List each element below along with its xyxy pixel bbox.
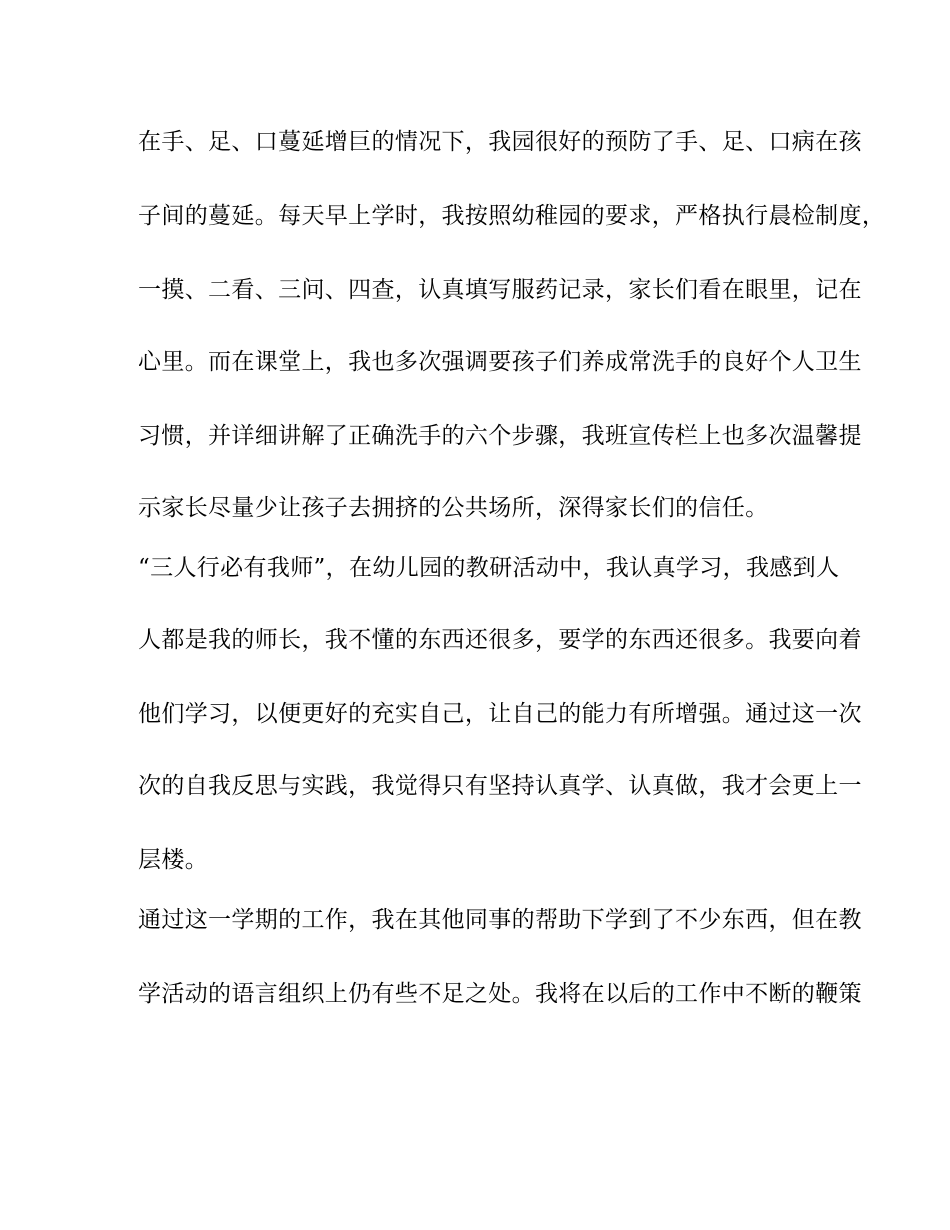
paragraph-2-line-2: 人都是我的师长，我不懂的东西还很多，要学的东西还很多。我要向着	[138, 627, 862, 653]
paragraph-2-line-5: 层楼。	[138, 847, 209, 873]
paragraph-1-line-2: 子间的蔓延。每天早上学时，我按照幼稚园的要求，严格执行晨检制度，	[138, 203, 886, 229]
paragraph-2-line-4: 次的自我反思与实践，我觉得只有坚持认真学、认真做，我才会更上一	[138, 773, 862, 799]
paragraph-1-line-4: 心里。而在课堂上，我也多次强调要孩子们养成常洗手的良好个人卫生	[138, 349, 862, 375]
paragraph-1-line-1: 在手、足、口蔓延增巨的情况下，我园很好的预防了手、足、口病在孩	[138, 129, 862, 155]
paragraph-2-line-3: 他们学习，以便更好的充实自己，让自己的能力有所增强。通过这一次	[138, 701, 862, 727]
paragraph-1-line-5: 习惯，并详细讲解了正确洗手的六个步骤，我班宣传栏上也多次温馨提	[138, 423, 862, 449]
paragraph-3-line-1: 通过这一学期的工作，我在其他同事的帮助下学到了不少东西，但在教	[138, 907, 862, 933]
paragraph-1-line-3: 一摸、二看、三问、四查，认真填写服药记录，家长们看在眼里，记在	[138, 277, 862, 303]
paragraph-3-line-2: 学活动的语言组织上仍有些不足之处。我将在以后的工作中不断的鞭策	[138, 981, 862, 1007]
paragraph-2-line-1: “三人行必有我师”，在幼儿园的教研活动中，我认真学习，我感到人	[138, 555, 840, 581]
paragraph-1-line-6: 示家长尽量少让孩子去拥挤的公共场所，深得家长们的信任。	[138, 495, 769, 521]
